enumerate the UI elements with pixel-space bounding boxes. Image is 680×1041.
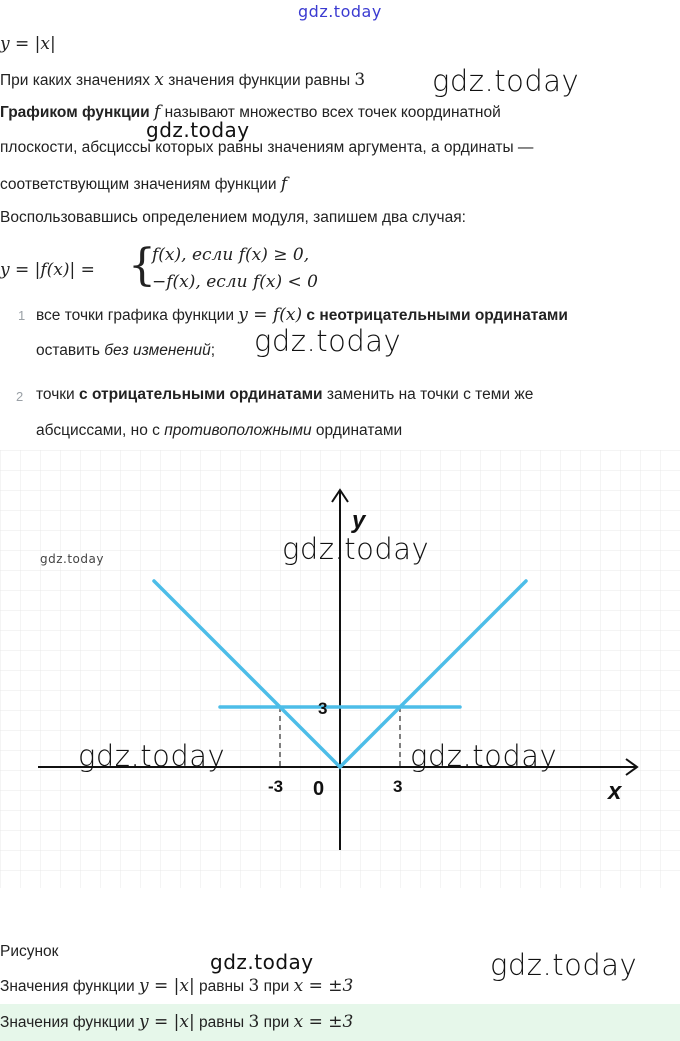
definition-line3	[0, 174, 287, 194]
answer-formula: y = |x|	[139, 976, 195, 996]
answer-line	[0, 976, 353, 996]
tick-label-x-pos: 3	[393, 777, 403, 796]
step-2-line2-text: абсциссами, но с	[36, 422, 160, 439]
definition-line1	[0, 102, 501, 122]
answer-formula: y = |x|	[139, 1012, 195, 1032]
definition-var: f	[153, 102, 161, 122]
piecewise-case1: f(x), если f(x) ≥ 0,	[152, 245, 310, 265]
step-2-line2-italic: противоположными	[164, 422, 312, 439]
watermark: gdz.today	[78, 739, 226, 773]
watermark: gdz.today	[432, 64, 580, 98]
function-formula: y = |x|	[0, 34, 56, 54]
step-1-line2-text: оставить	[36, 342, 100, 359]
answer-text3: при	[263, 978, 290, 995]
step-1-line2-end: ;	[210, 342, 216, 359]
answer-formula2: x = ±3	[293, 1012, 354, 1032]
step-2-line1	[36, 386, 533, 404]
step-2-text-b: заменить на точки с теми же	[326, 386, 534, 403]
definition-line3-text: соответствующим значениям функции	[0, 176, 277, 193]
step-1-line2	[36, 342, 215, 360]
piecewise-case2: −f(x), если f(x) < 0	[152, 272, 318, 292]
y-axis-label: y	[352, 507, 366, 534]
answer-text: Значения функции	[0, 1014, 135, 1031]
answer-formula2: x = ±3	[293, 976, 354, 996]
watermark: gdz.today	[410, 739, 558, 773]
definition-line3-var: f	[280, 174, 288, 194]
watermark: gdz.today	[210, 950, 314, 974]
answer-text2: равны	[199, 978, 245, 995]
step-2-line2	[36, 422, 402, 440]
watermark: gdz.today	[282, 532, 430, 566]
answer-text3: при	[263, 1014, 290, 1031]
definition-bold: Графиком функции	[0, 104, 150, 121]
answer-value: 3	[248, 976, 260, 996]
answer-highlight-line	[0, 1012, 353, 1032]
step-2-line2-end: ординатами	[315, 422, 403, 439]
answer-value: 3	[248, 1012, 260, 1032]
figure-caption: Рисунок	[0, 943, 59, 960]
watermark-top: gdz.today	[298, 2, 382, 21]
tick-label-origin: 0	[313, 778, 325, 800]
definition-rest: называют множество всех точек координатной	[164, 104, 501, 121]
piecewise-brace: {	[128, 240, 156, 291]
tick-label-y: 3	[318, 699, 328, 718]
step-2-text: точки	[36, 386, 75, 403]
question-text: При каких значениях	[0, 72, 150, 89]
watermark: gdz.today	[254, 324, 402, 358]
step-number: 2	[16, 389, 24, 404]
question-var: x	[154, 70, 164, 90]
function-graph	[0, 450, 680, 888]
answer-text2: равны	[199, 1014, 245, 1031]
step-1-formula: y = f(x)	[238, 305, 303, 325]
definition-line2: плоскости, абсциссы которых равны значениям аргумента, а ординаты —	[0, 139, 534, 156]
tick-label-x-neg: -3	[268, 777, 284, 796]
question-text2: значения функции равны	[168, 72, 351, 89]
piecewise-lhs: y = |f(x)| =	[0, 260, 95, 280]
step-number: 1	[18, 308, 26, 323]
modulus-intro: Воспользовавшись определением модуля, запишем два случая:	[0, 209, 466, 226]
question-value: 3	[354, 70, 366, 90]
watermark: gdz.today	[146, 118, 250, 142]
step-1-line1	[36, 305, 568, 325]
watermark: gdz.today	[40, 552, 104, 566]
x-axis-label: x	[608, 778, 622, 805]
watermark: gdz.today	[490, 948, 638, 982]
answer-text: Значения функции	[0, 978, 135, 995]
step-1-bold: с неотрицательными ординатами	[306, 307, 568, 324]
step-1-text: все точки графика функции	[36, 307, 234, 324]
question-line	[0, 70, 365, 90]
step-2-bold: с отрицательными ординатами	[79, 386, 323, 403]
step-1-line2-italic: без изменений	[104, 342, 211, 359]
